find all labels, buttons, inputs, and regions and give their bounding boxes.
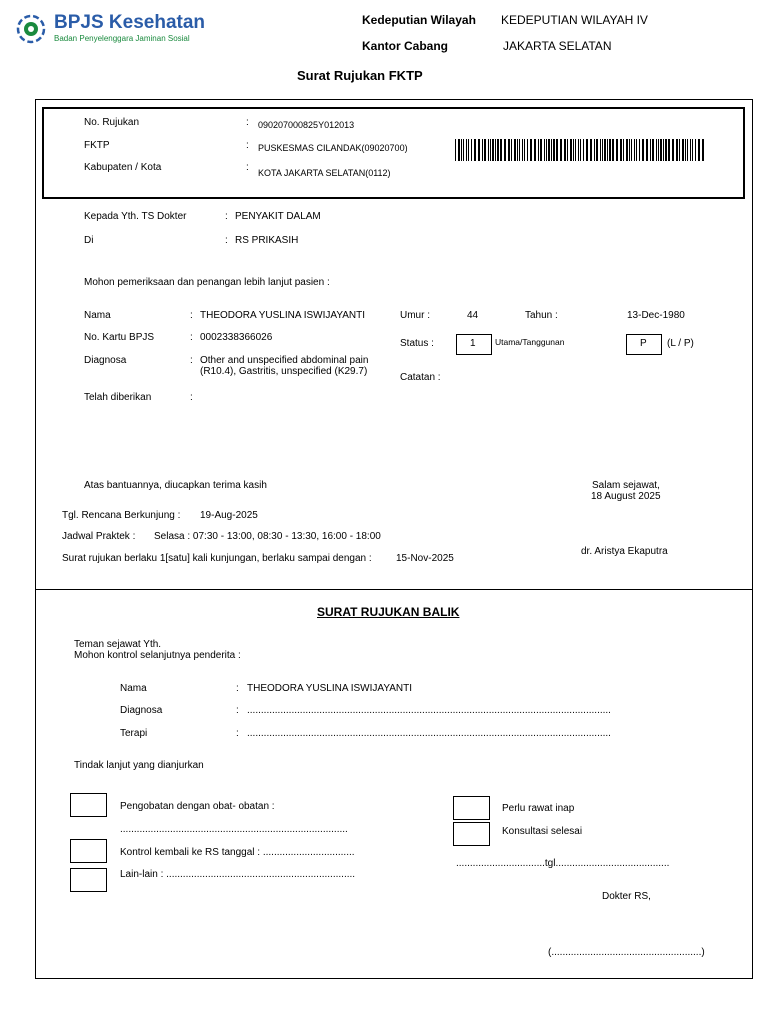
colon: : — [246, 117, 249, 128]
konsultasi-checkbox[interactable] — [453, 822, 490, 846]
kartu-label: No. Kartu BPJS — [84, 332, 155, 343]
diagnosa-dotted-line: ................................................................................................................................... — [247, 705, 611, 716]
colon: : — [190, 332, 193, 343]
kantor-value: JAKARTA SELATAN — [503, 39, 612, 53]
salam-text: Salam sejawat, — [592, 480, 660, 491]
diberikan-label: Telah diberikan — [84, 392, 152, 403]
barcode — [455, 139, 704, 161]
kepada-label: Kepada Yth. TS Dokter — [84, 211, 187, 222]
kabupaten-label: Kabupaten / Kota — [84, 162, 162, 173]
signature-line: (......................................................) — [548, 947, 705, 958]
colon: : — [225, 211, 228, 222]
kedeputian-label: Kedeputian Wilayah — [362, 13, 476, 27]
rawat-inap-checkbox[interactable] — [453, 796, 490, 820]
balik-title: SURAT RUJUKAN BALIK — [317, 605, 460, 619]
kepada-value: PENYAKIT DALAM — [235, 211, 321, 222]
rencana-value: 19-Aug-2025 — [200, 510, 258, 521]
terapi-dotted-line: ................................................................................................................................... — [247, 728, 611, 739]
doctor-name: dr. Aristya Ekaputra — [581, 546, 668, 557]
tgl-line: ................................tgl......................................... — [456, 858, 670, 869]
dokter-rs-label: Dokter RS, — [602, 891, 651, 902]
colon: : — [246, 162, 249, 173]
diagnosa-label: Diagnosa — [84, 355, 127, 366]
pengobatan-label: Pengobatan dengan obat- obatan : — [120, 801, 275, 812]
pengobatan-checkbox[interactable] — [70, 793, 107, 817]
colon: : — [246, 140, 249, 151]
no-rujukan-value: 090207000825Y012013 — [258, 120, 355, 130]
jadwal-label: Jadwal Praktek : — [62, 531, 136, 542]
gender-value: P — [640, 338, 647, 349]
diagnosa-line-2: (R10.4), Gastritis, unspecified (K29.7) — [200, 366, 368, 377]
section-divider — [35, 589, 753, 590]
rencana-label: Tgl. Rencana Berkunjung : — [62, 510, 181, 521]
konsultasi-label: Konsultasi selesai — [502, 826, 583, 837]
bpjs-logo-icon — [16, 14, 46, 44]
fktp-value: PUSKESMAS CILANDAK(09020700) — [258, 143, 408, 153]
diagnosa-line-1: Other and unspecified abdominal pain — [200, 355, 369, 366]
colon: : — [225, 235, 228, 246]
colon: : — [190, 310, 193, 321]
fktp-label: FKTP — [84, 140, 110, 151]
umur-value: 44 — [467, 310, 479, 321]
terapi-label: Terapi — [120, 728, 148, 739]
pengobatan-dotted-line: .................................................................................. — [120, 824, 348, 835]
tahun-label: Tahun : — [525, 310, 558, 321]
page-title: Surat Rujukan FKTP — [297, 68, 423, 83]
nama-value: THEODORA YUSLINA ISWIJAYANTI — [200, 310, 366, 321]
signature-date: 18 August 2025 — [591, 491, 661, 502]
kontrol-checkbox[interactable] — [70, 839, 107, 863]
colon: : — [190, 392, 193, 403]
balik-diagnosa-label: Diagnosa — [120, 705, 163, 716]
umur-label: Umur : — [400, 310, 430, 321]
balik-nama-label: Nama — [120, 683, 147, 694]
kontrol-label: Kontrol kembali ke RS tanggal : ................................. — [120, 847, 355, 858]
rawat-inap-label: Perlu rawat inap — [502, 803, 575, 814]
tindak-lanjut-label: Tindak lanjut yang dianjurkan — [74, 760, 204, 771]
colon: : — [236, 728, 239, 739]
jadwal-value: Selasa : 07:30 - 13:00, 08:30 - 13:30, 16:00 - 18:00 — [154, 531, 381, 542]
status-value: 1 — [470, 338, 476, 349]
colon: : — [190, 355, 193, 366]
bpjs-logo — [16, 12, 206, 46]
berlaku-text: Surat rujukan berlaku 1[satu] kali kunjungan, berlaku sampai dengan : — [62, 553, 372, 564]
lain-lain-label: Lain-lain : .................................................................... — [120, 869, 356, 880]
gender-desc: (L / P) — [667, 338, 694, 349]
greeting-2: Mohon kontrol selanjutnya penderita : — [74, 650, 241, 661]
tahun-value: 13-Dec-1980 — [627, 310, 685, 321]
balik-nama-value: THEODORA YUSLINA ISWIJAYANTI — [247, 683, 413, 694]
nama-label: Nama — [84, 310, 111, 321]
catatan-label: Catatan : — [400, 372, 441, 383]
lain-lain-checkbox[interactable] — [70, 868, 107, 892]
di-label: Di — [84, 235, 94, 246]
colon: : — [236, 683, 239, 694]
berlaku-value: 15-Nov-2025 — [396, 553, 454, 564]
status-label: Status : — [400, 338, 434, 349]
kedeputian-value: KEDEPUTIAN WILAYAH IV — [501, 13, 648, 27]
greeting-1: Teman sejawat Yth. — [74, 639, 162, 650]
logo-subtitle: Badan Penyelenggara Jaminan Sosial — [54, 34, 190, 43]
di-value: RS PRIKASIH — [235, 235, 299, 246]
kartu-value: 0002338366026 — [200, 332, 273, 343]
logo-name: BPJS Kesehatan — [54, 12, 206, 33]
thanks-text: Atas bantuannya, diucapkan terima kasih — [84, 480, 267, 491]
kantor-label: Kantor Cabang — [362, 39, 449, 53]
no-rujukan-label: No. Rujukan — [84, 117, 140, 128]
colon: : — [236, 705, 239, 716]
request-text: Mohon pemeriksaan dan penangan lebih lanjut pasien : — [84, 277, 330, 288]
kabupaten-value: KOTA JAKARTA SELATAN(0112) — [258, 168, 391, 178]
status-desc: Utama/Tanggunan — [495, 337, 565, 347]
